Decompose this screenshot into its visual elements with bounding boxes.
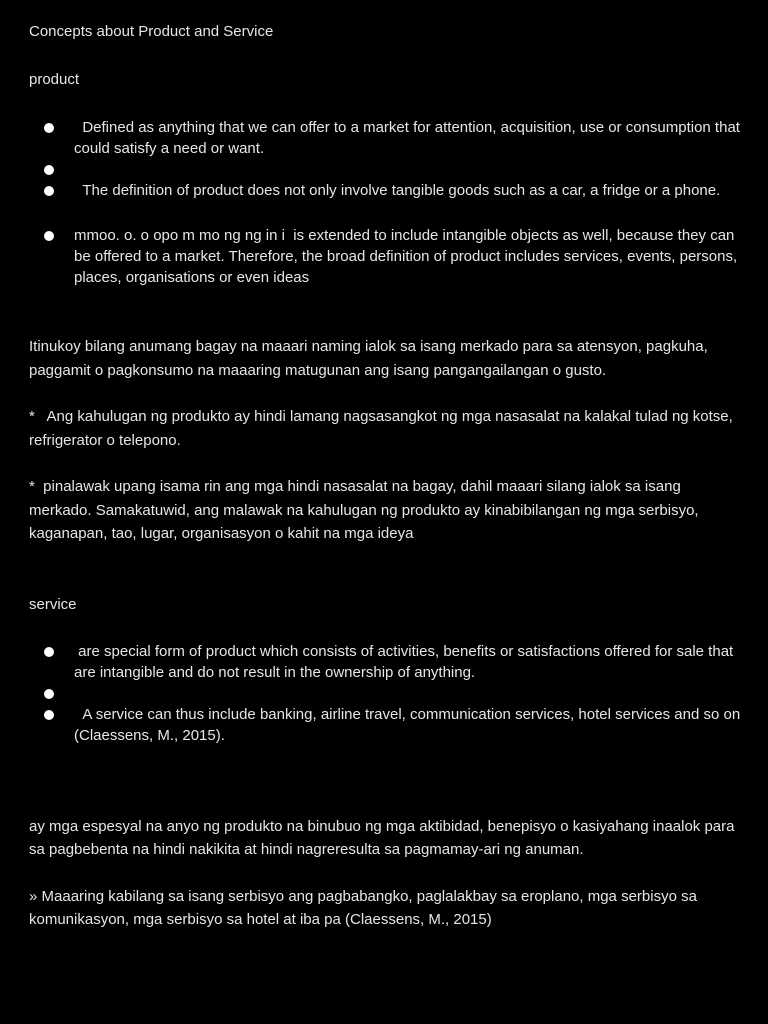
product-bullet-text: The definition of product does not only involve tangible goods such as a car, a fridge or a phone. — [74, 182, 721, 199]
product-heading: product — [29, 71, 80, 88]
product-translation-paragraph: Itinukoy bilang anumang bagay na maaari naming ialok sa isang merkado para sa atensyon, pagkuha, paggamit o pagkonsumo na maaaring matugunan ang isang pangangailangan o gusto. — [29, 338, 708, 379]
service-bullet-text: A service can thus include banking, airline travel, communication services, hotel services and so on (Claessens, M., 2015). — [74, 705, 745, 744]
service-bullet-item — [29, 641, 741, 683]
product-bullet-item — [29, 117, 745, 159]
service-translation-paragraph: » Maaaring kabilang sa isang serbisyo ang pagbabangko, paglalakbay sa eroplano, mga serbisyo sa komunikasyon, mga serbisyo sa hotel at iba pa (Claessens, M., 2015) — [29, 887, 697, 928]
service-heading: service — [29, 595, 77, 613]
bullet-dot-icon — [44, 165, 54, 175]
service-translation-paragraph: ay mga espesyal na anyo ng produkto na binubuo ng mga aktibidad, benepisyo o kasiyahang inaalok para sa pagbebenta na hindi nakikita at hindi nagreresulta sa pagmamay-ari ng anuman. — [29, 817, 735, 858]
bullet-dot-icon — [44, 647, 54, 657]
service-bullet-text: are special form of product which consists of activities, benefits or satisfactions offered for sale that are intangible and do not result in the ownership of anything. — [74, 642, 738, 681]
bullet-dot-icon — [44, 689, 54, 699]
service-bullet-item — [29, 704, 745, 746]
bullet-dot-icon — [44, 186, 54, 196]
product-translation-paragraph: * Ang kahulugan ng produkto ay hindi lamang nagsasangkot ng mga nasasalat na kalakal tulad ng kotse, refrigerator o telepono. — [29, 408, 737, 449]
document-title: Concepts about Product and Service — [29, 23, 274, 40]
product-bullet-item — [29, 225, 741, 288]
product-bullet-text: mmoo. o. o opo m mo ng ng in i is extended to include intangible objects as well, because they can be offered to a market. Therefore, the broad definition of product includes services, events, persons, places, organisations or even ideas — [74, 227, 742, 286]
product-translation-paragraph: * pinalawak upang isama rin ang mga hindi nasasalat na bagay, dahil maaari silang ialok sa isang merkado. Samakatuwid, ang malawak na kahulugan ng produkto ay kinabibilangan ng mga serbisyo, kaganapan, tao, lugar, organisasyon o kahit na mga ideya — [29, 478, 703, 542]
product-bullet-item — [29, 159, 741, 180]
product-bullet-text: Defined as anything that we can offer to a market for attention, acquisition, use or consumption that could satisfy a need or want. — [74, 119, 745, 157]
service-bullet-list — [29, 641, 745, 746]
bullet-dot-icon — [44, 231, 54, 241]
product-bullet-item — [29, 180, 741, 201]
product-bullet-list — [29, 117, 745, 288]
document — [29, 21, 745, 932]
bullet-dot-icon — [44, 710, 54, 720]
bullet-dot-icon — [44, 123, 54, 133]
service-bullet-item — [29, 683, 741, 704]
